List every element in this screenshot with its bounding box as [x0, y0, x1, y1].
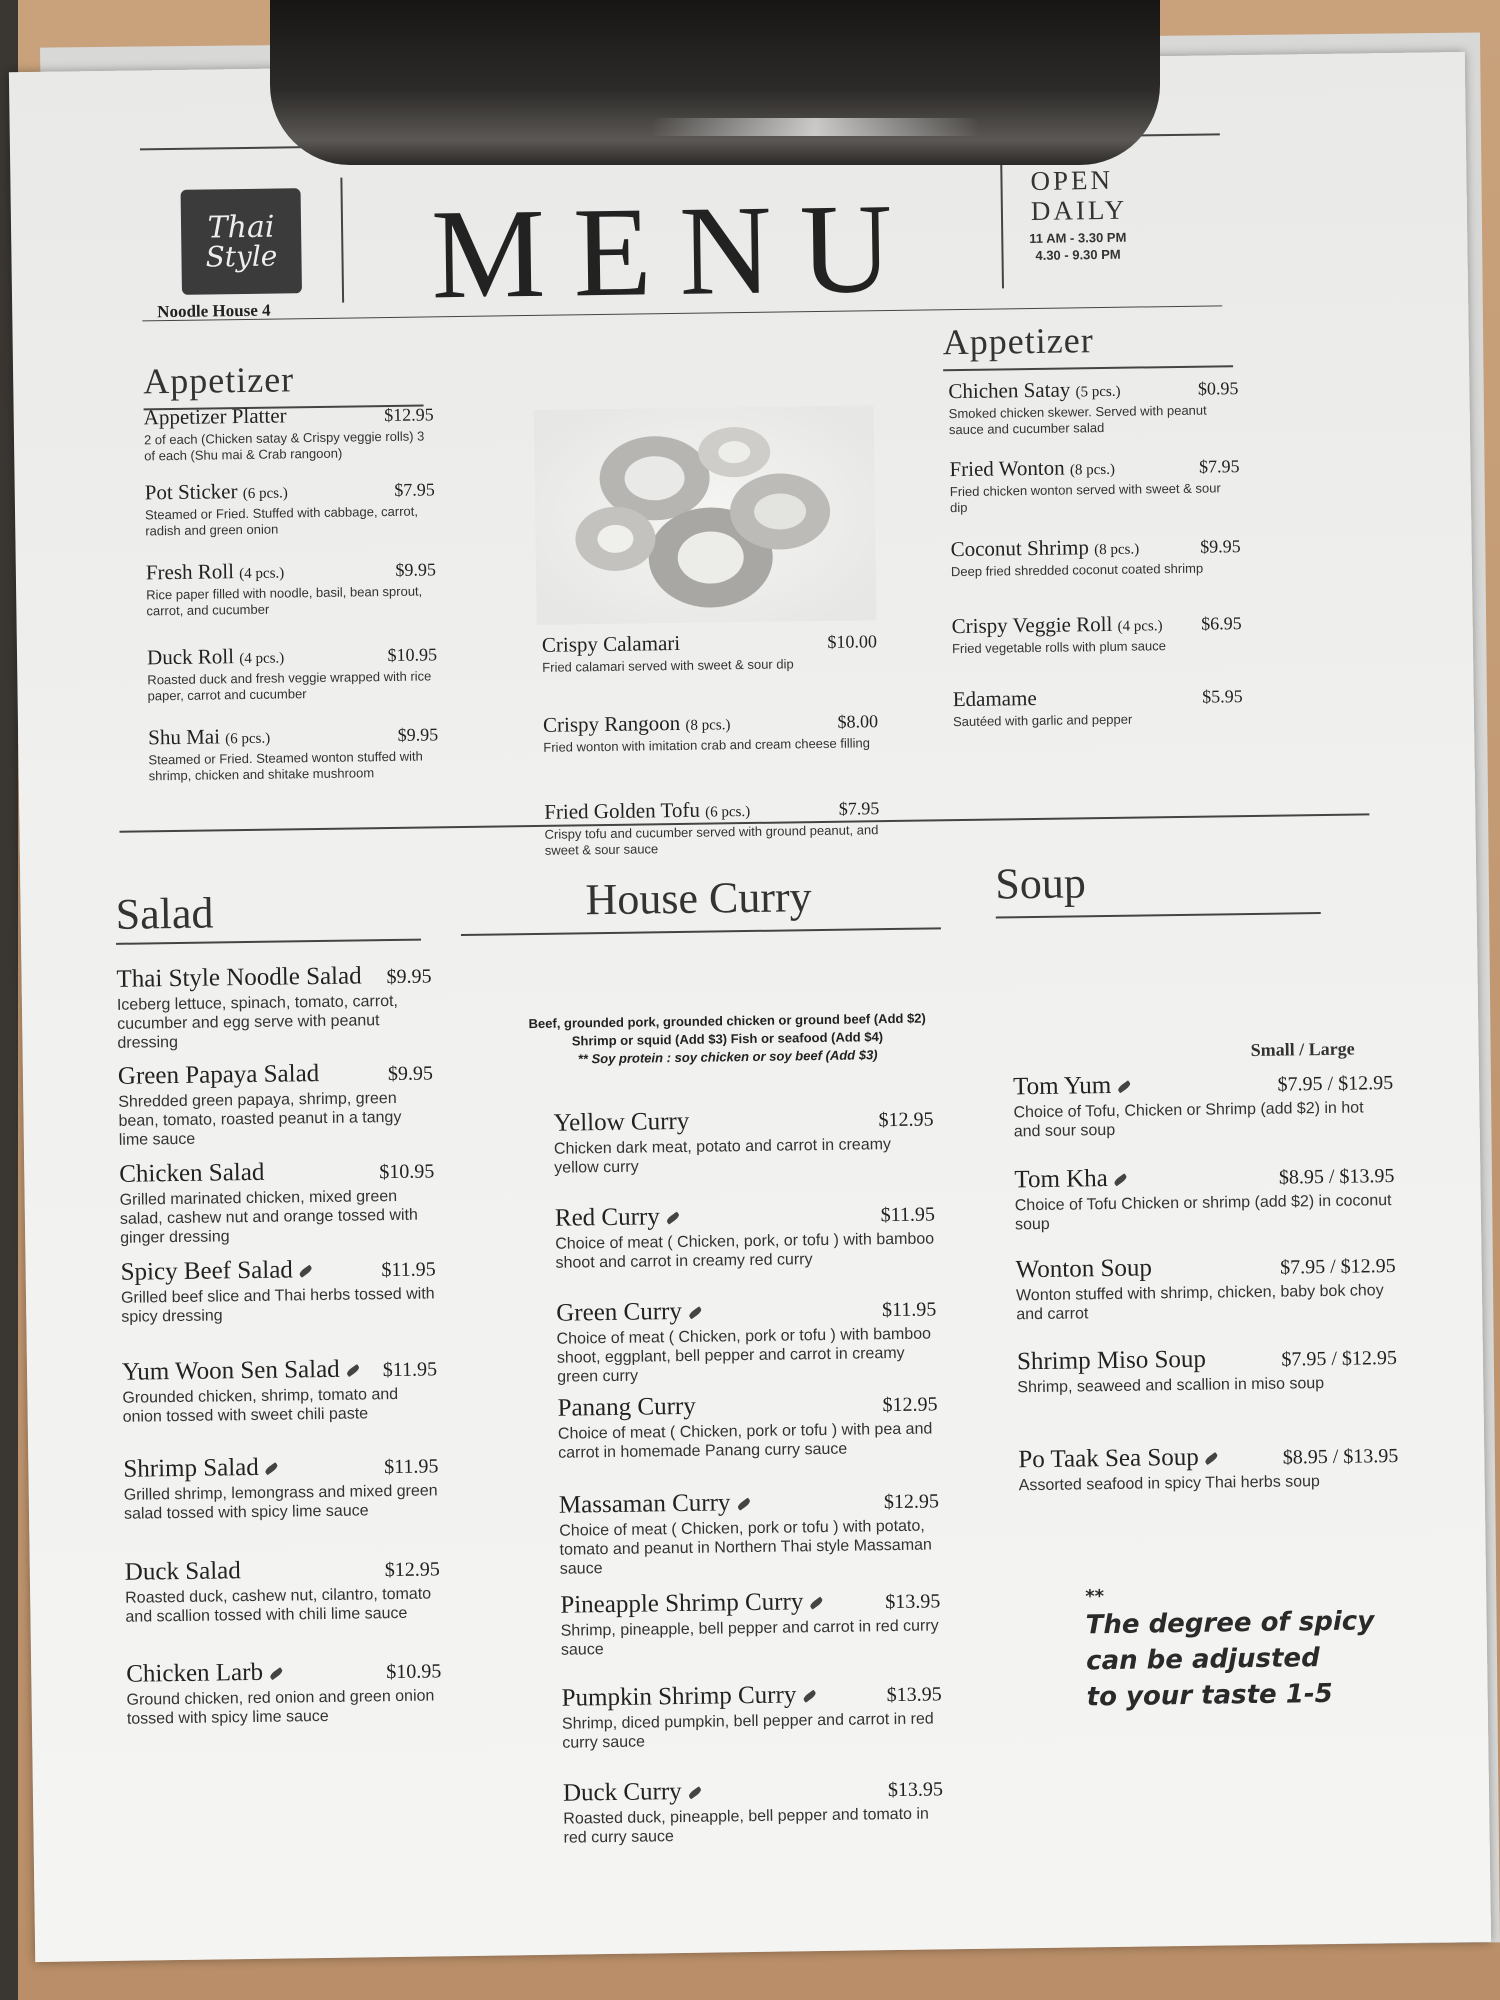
salad-item: [125, 1554, 441, 1626]
item-description: Choice of meat ( Chicken, pork or tofu ) with bamboo shoot, eggplant, bell pepper and carrot in creamy green curry: [556, 1325, 932, 1386]
item-price: $6.95: [1201, 613, 1242, 634]
item-name: [144, 403, 287, 430]
opening-hours: [1029, 229, 1127, 264]
item-description: Shrimp, seaweed and scallion in miso soup: [1017, 1375, 1325, 1397]
item-name-text: Green Curry: [556, 1297, 683, 1327]
app-right-item: [950, 533, 1241, 580]
clipboard-clip: [270, 0, 1160, 165]
open-line2: DAILY: [1030, 194, 1128, 226]
item-price: $7.95 / $12.95: [1277, 1072, 1394, 1096]
item-name-text: Crispy Veggie Roll: [951, 611, 1113, 639]
item-description: Smoked chicken skewer. Served with peanut sauce and cucumber salad: [948, 402, 1207, 438]
item-name-text: Coconut Shrimp: [950, 535, 1090, 562]
item-name-text: Yellow Curry: [553, 1107, 690, 1137]
spicy-note: [1085, 1583, 1375, 1715]
item-price: $7.95 / $12.95: [1281, 1347, 1398, 1371]
item-name: [146, 558, 285, 585]
item-price: $11.95: [880, 1203, 936, 1227]
curry-item: [560, 1586, 941, 1659]
item-description: Rice paper filled with noodle, basil, bean sprout, carrot, and cucumber: [146, 583, 423, 619]
hours-line1: 11 AM - 3.30 PM: [1029, 229, 1127, 247]
item-name: [123, 1454, 279, 1484]
curry-rule: [461, 927, 941, 936]
item-name: [543, 710, 731, 738]
app-mid-item: [542, 628, 878, 676]
item-name-text: Pumpkin Shrimp Curry: [561, 1681, 797, 1712]
item-description: Crispy tofu and cucumber served with ground peanut, and sweet & sour sauce: [544, 822, 879, 858]
item-name: [1016, 1254, 1153, 1284]
item-name-text: Crispy Calamari: [541, 630, 681, 657]
chili-icon: [345, 1364, 360, 1377]
salad-rule: [116, 939, 421, 945]
item-pieces: (6 pcs.): [242, 485, 288, 503]
curry-item: [553, 1104, 934, 1177]
soup-size-header: Small / Large: [1250, 1038, 1355, 1061]
spicy-note-line3: to your taste 1-5: [1086, 1678, 1333, 1713]
item-name-text: Chichen Satay: [948, 377, 1071, 404]
item-price: $8.95 / $13.95: [1278, 1165, 1395, 1189]
item-description: Chicken dark meat, potato and carrot in creamy yellow curry: [553, 1136, 892, 1177]
item-name: [118, 1060, 320, 1091]
item-name-text: Po Taak Sea Soup: [1018, 1443, 1199, 1474]
item-price: $9.95: [397, 724, 439, 745]
spicy-note-line1: The degree of spicy: [1085, 1606, 1375, 1641]
item-name: [553, 1108, 689, 1138]
item-name: [555, 1203, 680, 1233]
item-price: $10.95: [386, 1660, 442, 1684]
app-mid-item: [543, 708, 879, 756]
item-name-text: Duck Curry: [562, 1778, 682, 1807]
item-price: $11.95: [881, 1298, 937, 1322]
item-description: Iceberg lettuce, spinach, tomato, carrot, cucumber and egg serve with peanut dressing: [116, 992, 399, 1052]
appetizer-left-heading: Appetizer: [142, 359, 295, 402]
item-description: Grilled shrimp, lemongrass and mixed green salad tossed with spicy lime sauce: [123, 1482, 438, 1523]
item-name-text: Fried Golden Tofu: [544, 797, 701, 824]
header-divider-left: [340, 178, 344, 303]
app-left-item: [145, 476, 436, 539]
soup-item: [1016, 1251, 1397, 1324]
item-pieces: (8 pcs.): [1069, 461, 1116, 479]
item-price: $8.95 / $13.95: [1282, 1444, 1399, 1469]
item-price: $5.95: [1202, 686, 1243, 707]
curry-note-line3: ** Soy protein : soy chicken or soy beef (Add $3): [577, 1047, 878, 1067]
item-description: Roasted duck, pineapple, bell pepper and tomato in red curry sauce: [563, 1805, 929, 1847]
item-description: Fried calamari served with sweet & sour dip: [542, 656, 794, 675]
item-name: [950, 535, 1139, 563]
chili-icon: [1113, 1174, 1128, 1187]
item-description: Fried vegetable rolls with plum sauce: [951, 638, 1166, 657]
item-description: Steamed or Fried. Stuffed with cabbage, carrot, radish and green onion: [144, 503, 419, 539]
item-name-text: Shu Mai: [148, 724, 221, 750]
item-name-text: Chicken Larb: [126, 1658, 264, 1688]
item-name-text: Fried Wonton: [949, 455, 1065, 482]
item-name: [1017, 1346, 1206, 1377]
item-name: [1018, 1444, 1219, 1475]
item-description: Steamed or Fried. Steamed wonton stuffed with shrimp, chicken and shitake mushroom: [148, 748, 423, 784]
item-pieces: (6 pcs.): [225, 730, 271, 748]
curry-item: [556, 1294, 937, 1386]
item-name-text: Shrimp Salad: [123, 1453, 259, 1483]
item-name: [563, 1778, 702, 1808]
item-name: [560, 1588, 823, 1620]
item-price: $9.95: [1199, 536, 1241, 557]
app-right-item: [953, 683, 1244, 730]
item-description: Roasted duck, cashew nut, cilantro, tomato and scallion tossed with chili lime sauce: [125, 1585, 432, 1626]
item-price: $9.95: [386, 965, 432, 989]
soup-item: [1014, 1161, 1395, 1234]
item-name: [1013, 1072, 1131, 1102]
item-description: Grounded chicken, shrimp, tomato and onion tossed with sweet chili paste: [122, 1385, 399, 1426]
item-description: Deep fried shredded coconut coated shrimp: [950, 560, 1204, 580]
salad-item: [126, 1656, 442, 1728]
chili-icon: [809, 1597, 824, 1610]
item-price: $7.95 / $12.95: [1279, 1255, 1396, 1279]
item-name: [147, 643, 285, 670]
spicy-note-stars: **: [1085, 1586, 1105, 1608]
item-description: Grilled beef slice and Thai herbs tossed with spicy dressing: [120, 1285, 435, 1326]
appetizer-right-heading: Appetizer: [942, 320, 1094, 363]
item-price: $11.95: [383, 1455, 439, 1479]
chili-icon: [298, 1265, 313, 1278]
item-description: Shrimp, pineapple, bell pepper and carrot in red curry sauce: [560, 1617, 939, 1659]
item-price: $0.95: [1197, 378, 1239, 399]
appetizer-right-rule: [943, 365, 1233, 371]
chili-icon: [1204, 1452, 1219, 1465]
item-price: $11.95: [382, 1358, 438, 1382]
soup-item: [1018, 1441, 1399, 1495]
item-description: Roasted duck and fresh veggie wrapped with rice paper, carrot and cucumber: [147, 668, 432, 704]
item-name: [145, 478, 288, 505]
app-left-item: [148, 721, 439, 784]
item-price: $12.95: [878, 1108, 934, 1132]
item-name-text: Yum Woon Sen Salad: [121, 1355, 340, 1386]
item-name-text: Pot Sticker: [144, 479, 238, 505]
header-divider-right: [1000, 163, 1004, 288]
curry-item: [559, 1486, 940, 1578]
curry-item: [561, 1679, 942, 1752]
chili-icon: [687, 1307, 702, 1320]
item-name-text: Edamame: [952, 685, 1037, 712]
item-name-text: Crispy Rangoon: [542, 710, 681, 737]
item-name-text: Tom Kha: [1014, 1165, 1108, 1194]
item-name: [542, 631, 681, 658]
chili-icon: [665, 1212, 680, 1225]
item-description: Ground chicken, red onion and green onion tossed with spicy lime sauce: [126, 1687, 435, 1728]
item-name-text: Duck Roll: [146, 644, 235, 670]
app-mid-item: [544, 795, 880, 859]
item-description: Choice of Tofu Chicken or shrimp (add $2) in coconut soup: [1014, 1192, 1392, 1234]
curry-item: [557, 1389, 938, 1462]
item-name: [561, 1681, 816, 1713]
item-price: $9.95: [395, 559, 436, 580]
item-description: Sautéed with garlic and pepper: [952, 711, 1133, 730]
item-name: [953, 686, 1037, 712]
item-name: [116, 962, 361, 993]
menu-title: MENU: [430, 176, 922, 326]
item-name: [559, 1489, 751, 1520]
item-price: $13.95: [885, 1590, 941, 1614]
salad-item: [116, 961, 432, 1052]
item-pieces: (8 pcs.): [1094, 541, 1140, 559]
soup-heading: Soup: [994, 858, 1087, 909]
salad-item: [120, 1254, 436, 1326]
curry-item: [563, 1774, 944, 1847]
app-left-item: [144, 401, 435, 464]
curry-heading: House Curry: [585, 872, 812, 925]
salad-item: [118, 1058, 434, 1149]
item-pieces: (4 pcs.): [239, 650, 285, 668]
logo-subtitle: Noodle House 4: [157, 300, 271, 322]
chili-icon: [1117, 1081, 1132, 1094]
item-pieces: (4 pcs.): [1117, 618, 1163, 635]
item-description: Fried wonton with imitation crab and cream cheese filling: [543, 735, 871, 755]
item-name-text: Panang Curry: [557, 1392, 696, 1422]
item-name-text: Spicy Beef Salad: [120, 1256, 294, 1286]
curry-note-line2: Shrimp or squid (Add $3) Fish or seafood (Add $4): [571, 1029, 884, 1049]
item-price: $13.95: [886, 1683, 942, 1707]
app-left-item: [147, 641, 438, 704]
item-price: $7.95: [838, 798, 880, 819]
item-name: [952, 611, 1163, 639]
item-pieces: (4 pcs.): [239, 565, 285, 583]
item-name: [948, 377, 1120, 404]
item-description: Choice of meat ( Chicken, pork or tofu ) with potato, tomato and peanut in Northern Thai style Massaman sauce: [559, 1517, 933, 1578]
item-price: $9.95: [387, 1062, 434, 1086]
item-description: 2 of each (Chicken satay & Crispy veggie rolls) 3 of each (Shu mai & Crab rangoon): [143, 428, 425, 464]
item-name-text: Tom Yum: [1012, 1071, 1112, 1101]
item-name: [544, 797, 750, 825]
item-name: [120, 1256, 313, 1287]
soup-rule: [996, 912, 1321, 919]
item-name: [125, 1557, 241, 1587]
item-name: [1014, 1165, 1128, 1195]
curry-note-line1: Beef, grounded pork, grounded chicken or ground beef (Add $2): [528, 1010, 926, 1032]
item-name-text: Pineapple Shrimp Curry: [560, 1588, 804, 1619]
salad-item: [123, 1451, 439, 1523]
chili-icon: [802, 1690, 817, 1703]
item-price: $8.00: [837, 711, 879, 732]
item-price: $12.95: [882, 1393, 938, 1417]
item-name-text: Thai Style Noodle Salad: [116, 962, 362, 993]
item-name: [557, 1393, 696, 1423]
item-name: [949, 455, 1115, 482]
chili-icon: [687, 1787, 702, 1800]
soup-item: [1013, 1068, 1394, 1141]
item-price: $12.95: [883, 1490, 940, 1514]
item-description: Grilled marinated chicken, mixed green salad, cashew nut and orange tossed with ginger dressing: [119, 1187, 418, 1247]
item-name-text: Chicken Salad: [119, 1158, 265, 1188]
app-right-item: [949, 453, 1240, 516]
soup-item: [1017, 1343, 1398, 1397]
chili-icon: [264, 1462, 279, 1475]
item-description: Shredded green papaya, shrimp, green bean, tomato, roasted peanut in a tangy lime sauce: [118, 1089, 402, 1149]
item-name-text: Green Papaya Salad: [117, 1060, 320, 1090]
item-description: Shrimp, diced pumpkin, bell pepper and carrot in red curry sauce: [561, 1710, 934, 1752]
item-description: Choice of meat ( Chicken, pork or tofu ) with pea and carrot in homemade Panang curry sauce: [557, 1420, 933, 1462]
item-description: Fried chicken wonton served with sweet & sour dip: [949, 480, 1221, 516]
item-name: [126, 1659, 283, 1689]
logo-line1: Thai: [207, 209, 275, 245]
item-price: $11.95: [381, 1258, 436, 1282]
salad-heading: Salad: [115, 888, 214, 939]
logo-line2: Style: [205, 239, 278, 274]
item-price: $12.95: [384, 404, 434, 426]
item-pieces: (5 pcs.): [1075, 383, 1121, 401]
item-name-text: Shrimp Miso Soup: [1016, 1345, 1207, 1376]
clip-shine: [650, 118, 980, 136]
item-name-text: Fresh Roll: [145, 559, 235, 585]
curry-item: [555, 1199, 936, 1272]
salad-item: [122, 1354, 438, 1426]
item-description: Assorted seafood in spicy Thai herbs soup: [1018, 1473, 1321, 1495]
open-line1: OPEN: [1030, 164, 1114, 197]
app-left-item: [146, 556, 437, 619]
item-name: [119, 1159, 264, 1189]
item-name: [556, 1298, 702, 1328]
salad-item: [119, 1156, 435, 1247]
item-name-text: Duck Salad: [124, 1557, 241, 1586]
item-name: [122, 1355, 360, 1386]
item-description: Wonton stuffed with shrimp, chicken, baby bok choy and carrot: [1015, 1282, 1384, 1324]
item-name: [148, 724, 270, 751]
item-price: $10.00: [827, 631, 878, 652]
item-price: $7.95: [394, 479, 435, 500]
item-price: $7.95: [1198, 456, 1240, 477]
open-daily: [1030, 165, 1127, 226]
calamari-photo: [534, 405, 877, 625]
item-price: $13.95: [887, 1778, 944, 1802]
hours-line2: 4.30 - 9.30 PM: [1035, 246, 1121, 263]
item-description: Choice of meat ( Chicken, pork, or tofu ) with bamboo shoot and carrot in creamy red curry: [555, 1230, 935, 1272]
item-name-text: Appetizer Platter: [143, 403, 287, 430]
chili-icon: [736, 1498, 751, 1511]
item-name-text: Massaman Curry: [558, 1489, 731, 1519]
item-pieces: (8 pcs.): [685, 717, 731, 734]
logo: [181, 188, 302, 295]
spicy-note-line2: can be adjusted: [1085, 1643, 1320, 1677]
item-pieces: (6 pcs.): [705, 803, 751, 821]
app-right-item: [952, 610, 1243, 657]
app-right-item: [948, 375, 1239, 438]
item-price: $12.95: [384, 1558, 440, 1582]
item-name-text: Wonton Soup: [1015, 1254, 1153, 1284]
item-price: $10.95: [387, 644, 438, 666]
menu-sheet: [9, 52, 1491, 1962]
curry-protein-note: [492, 1009, 963, 1070]
item-description: Choice of Tofu, Chicken or Shrimp (add $2) in hot and sour soup: [1013, 1099, 1364, 1141]
item-name-text: Red Curry: [554, 1203, 660, 1232]
chili-icon: [269, 1667, 284, 1680]
item-price: $10.95: [379, 1160, 435, 1184]
